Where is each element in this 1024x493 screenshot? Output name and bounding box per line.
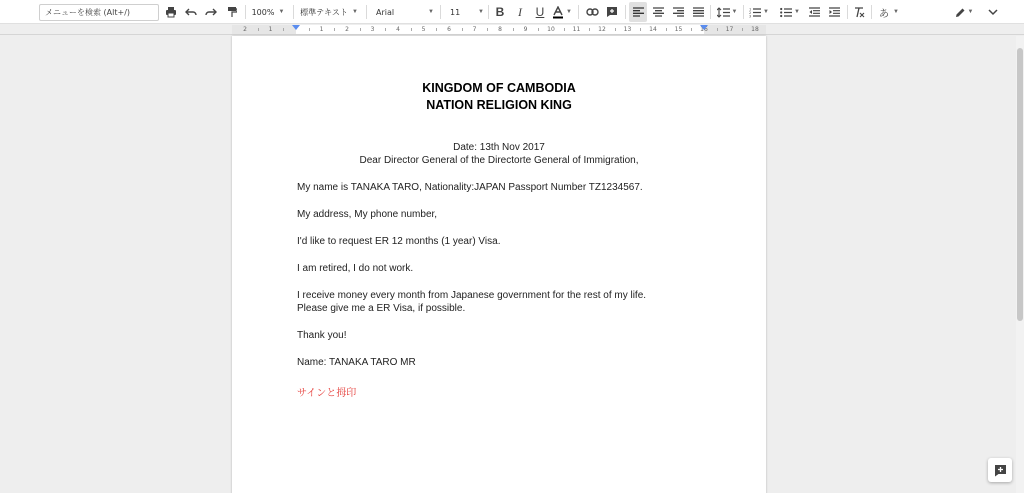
- ruler-tick: [385, 28, 386, 31]
- redo-icon[interactable]: [204, 2, 218, 22]
- chevron-down-icon: ▼: [566, 9, 572, 15]
- collapse-menus-chevron-icon[interactable]: [985, 2, 1001, 22]
- ruler-tick: [640, 28, 641, 31]
- ruler-number: 6: [447, 26, 451, 33]
- toolbar-divider: [293, 5, 294, 19]
- ruler-number: 18: [751, 26, 759, 33]
- ruler-number: 10: [547, 26, 555, 33]
- italic-icon[interactable]: I: [518, 4, 522, 19]
- menu-search-input[interactable]: メニューを検索 (Alt+/): [39, 4, 159, 21]
- link-icon[interactable]: [585, 2, 599, 22]
- document-page[interactable]: [232, 36, 766, 493]
- align-right-icon[interactable]: [671, 2, 685, 22]
- date-line: Date: 13th Nov 2017: [453, 142, 545, 153]
- zoom-select[interactable]: [250, 2, 286, 22]
- ruler-number: 16: [700, 26, 708, 33]
- ruler-tick: [589, 28, 590, 31]
- toolbar-divider: [871, 5, 872, 19]
- align-justify-icon[interactable]: [691, 2, 705, 22]
- scrollbar-thumb[interactable]: [1017, 48, 1023, 321]
- salutation-line: Dear Director General of the Directorte General of Immigration,: [359, 155, 639, 166]
- ruler-tick: [283, 28, 284, 31]
- chevron-down-icon: ▼: [351, 9, 358, 15]
- editing-mode-pencil-icon[interactable]: [952, 2, 976, 22]
- paragraph-address: My address, My phone number,: [297, 209, 438, 220]
- increase-indent-icon[interactable]: [827, 2, 841, 22]
- zoom-value: 100%: [251, 7, 275, 17]
- toolbar-divider: [440, 5, 441, 19]
- clear-formatting-icon[interactable]: [852, 2, 866, 22]
- right-indent-marker[interactable]: [700, 25, 708, 30]
- paragraph-income-line-2: Please give me a ER Visa, if possible.: [297, 303, 466, 314]
- font-value: Arial: [376, 7, 395, 17]
- ruler-left-margin: [232, 25, 296, 34]
- svg-text:1: 1: [749, 7, 752, 11]
- toolbar-divider: [488, 5, 489, 19]
- left-indent-marker[interactable]: [292, 25, 300, 30]
- chevron-down-icon: ▼: [478, 9, 484, 15]
- horizontal-ruler[interactable]: [0, 24, 1024, 35]
- ruler-tick: [360, 28, 361, 31]
- ruler-tick: [615, 28, 616, 31]
- ruler-tick: [513, 28, 514, 31]
- ruler-number: 5: [421, 26, 426, 33]
- signature-note: サインと拇印: [297, 388, 357, 399]
- toolbar-divider: [245, 5, 246, 19]
- font-select[interactable]: [372, 2, 434, 22]
- ruler-number: 3: [370, 26, 375, 33]
- underline-icon[interactable]: U: [535, 5, 545, 19]
- paint-format-icon[interactable]: [225, 2, 239, 22]
- chevron-down-icon: ▼: [731, 9, 738, 15]
- numbered-list-icon[interactable]: [747, 2, 771, 22]
- ruler-tick: [564, 28, 565, 31]
- chevron-down-icon: ▼: [794, 9, 800, 15]
- chevron-down-icon: ▼: [763, 9, 769, 15]
- name-line: Name: TANAKA TARO MR: [297, 357, 416, 368]
- add-comment-floating-button[interactable]: [988, 458, 1012, 482]
- comment-plus-icon: [994, 464, 1007, 477]
- text-color-icon[interactable]: [552, 2, 572, 22]
- chevron-down-icon: ▼: [967, 9, 974, 15]
- ruler-number: 9: [523, 26, 528, 33]
- ruler-tick: [411, 28, 412, 31]
- decrease-indent-icon[interactable]: [807, 2, 821, 22]
- input-tools-label: あ: [879, 8, 890, 20]
- ruler-tick: [538, 28, 539, 31]
- bold-icon[interactable]: B: [495, 5, 505, 19]
- toolbar-divider: [710, 5, 711, 19]
- ruler-number: 1: [268, 26, 273, 33]
- add-comment-icon[interactable]: [605, 2, 619, 22]
- paragraph-thank-you: Thank you!: [297, 330, 347, 341]
- ruler-tick: [462, 28, 463, 31]
- ruler-number: 8: [498, 26, 502, 33]
- paragraph-income-line-1: I receive money every month from Japanese government for the rest of my life.: [297, 290, 647, 301]
- ruler-number: 17: [725, 26, 734, 33]
- bulleted-list-icon[interactable]: [778, 2, 802, 22]
- document-title-line-2: NATION RELIGION KING: [426, 98, 572, 112]
- paragraph-name-passport: My name is TANAKA TARO, Nationality:JAPAN Passport Number TZ1234567.: [297, 182, 643, 193]
- ruler-tick: [717, 28, 718, 31]
- ruler-tick: [436, 28, 437, 31]
- ruler-number: 15: [674, 26, 683, 33]
- align-center-icon[interactable]: [651, 2, 665, 22]
- align-left-icon[interactable]: [629, 2, 647, 22]
- document-title-line-1: KINGDOM OF CAMBODIA: [422, 81, 576, 95]
- ruler-number: 7: [472, 26, 477, 33]
- ruler-number: 12: [598, 26, 606, 33]
- font-size-select[interactable]: [446, 2, 484, 22]
- toolbar-divider: [743, 5, 744, 19]
- chevron-down-icon: ▼: [278, 9, 285, 15]
- toolbar-divider: [578, 5, 579, 19]
- svg-text:2: 2: [749, 10, 752, 15]
- ruler-tick: [309, 28, 310, 31]
- font-size-value: 11: [450, 7, 461, 17]
- ruler-number: 2: [243, 26, 247, 33]
- ruler-tick: [487, 28, 488, 31]
- ruler-tick: [334, 28, 335, 31]
- ruler-tick: [691, 28, 692, 31]
- ruler-tick: [258, 28, 259, 31]
- chevron-down-icon: ▼: [428, 9, 434, 15]
- ruler-tick: [666, 28, 667, 31]
- line-spacing-icon[interactable]: [715, 2, 739, 22]
- toolbar-divider: [847, 5, 848, 19]
- ruler-tick: [742, 28, 743, 31]
- print-icon[interactable]: [164, 2, 178, 22]
- toolbar: [0, 0, 1024, 24]
- paragraph-style-select[interactable]: [298, 2, 360, 22]
- ruler-number: 14: [649, 26, 657, 33]
- paragraph-visa-request: I'd like to request ER 12 months (1 year) Visa.: [297, 236, 501, 247]
- undo-icon[interactable]: [184, 2, 198, 22]
- chevron-down-icon: ▼: [893, 9, 899, 15]
- ruler-number: 13: [623, 26, 632, 33]
- ruler-number: 2: [345, 26, 349, 33]
- toolbar-divider: [366, 5, 367, 19]
- toolbar-divider: [625, 5, 626, 19]
- svg-text:3: 3: [749, 14, 752, 18]
- ruler-number: 4: [396, 26, 400, 33]
- ruler-number: 1: [319, 26, 324, 33]
- ruler-number: 11: [572, 26, 581, 33]
- style-value: 標準テキスト: [300, 7, 348, 17]
- input-tools-select[interactable]: [876, 2, 902, 22]
- paragraph-retired: I am retired, I do not work.: [297, 263, 414, 274]
